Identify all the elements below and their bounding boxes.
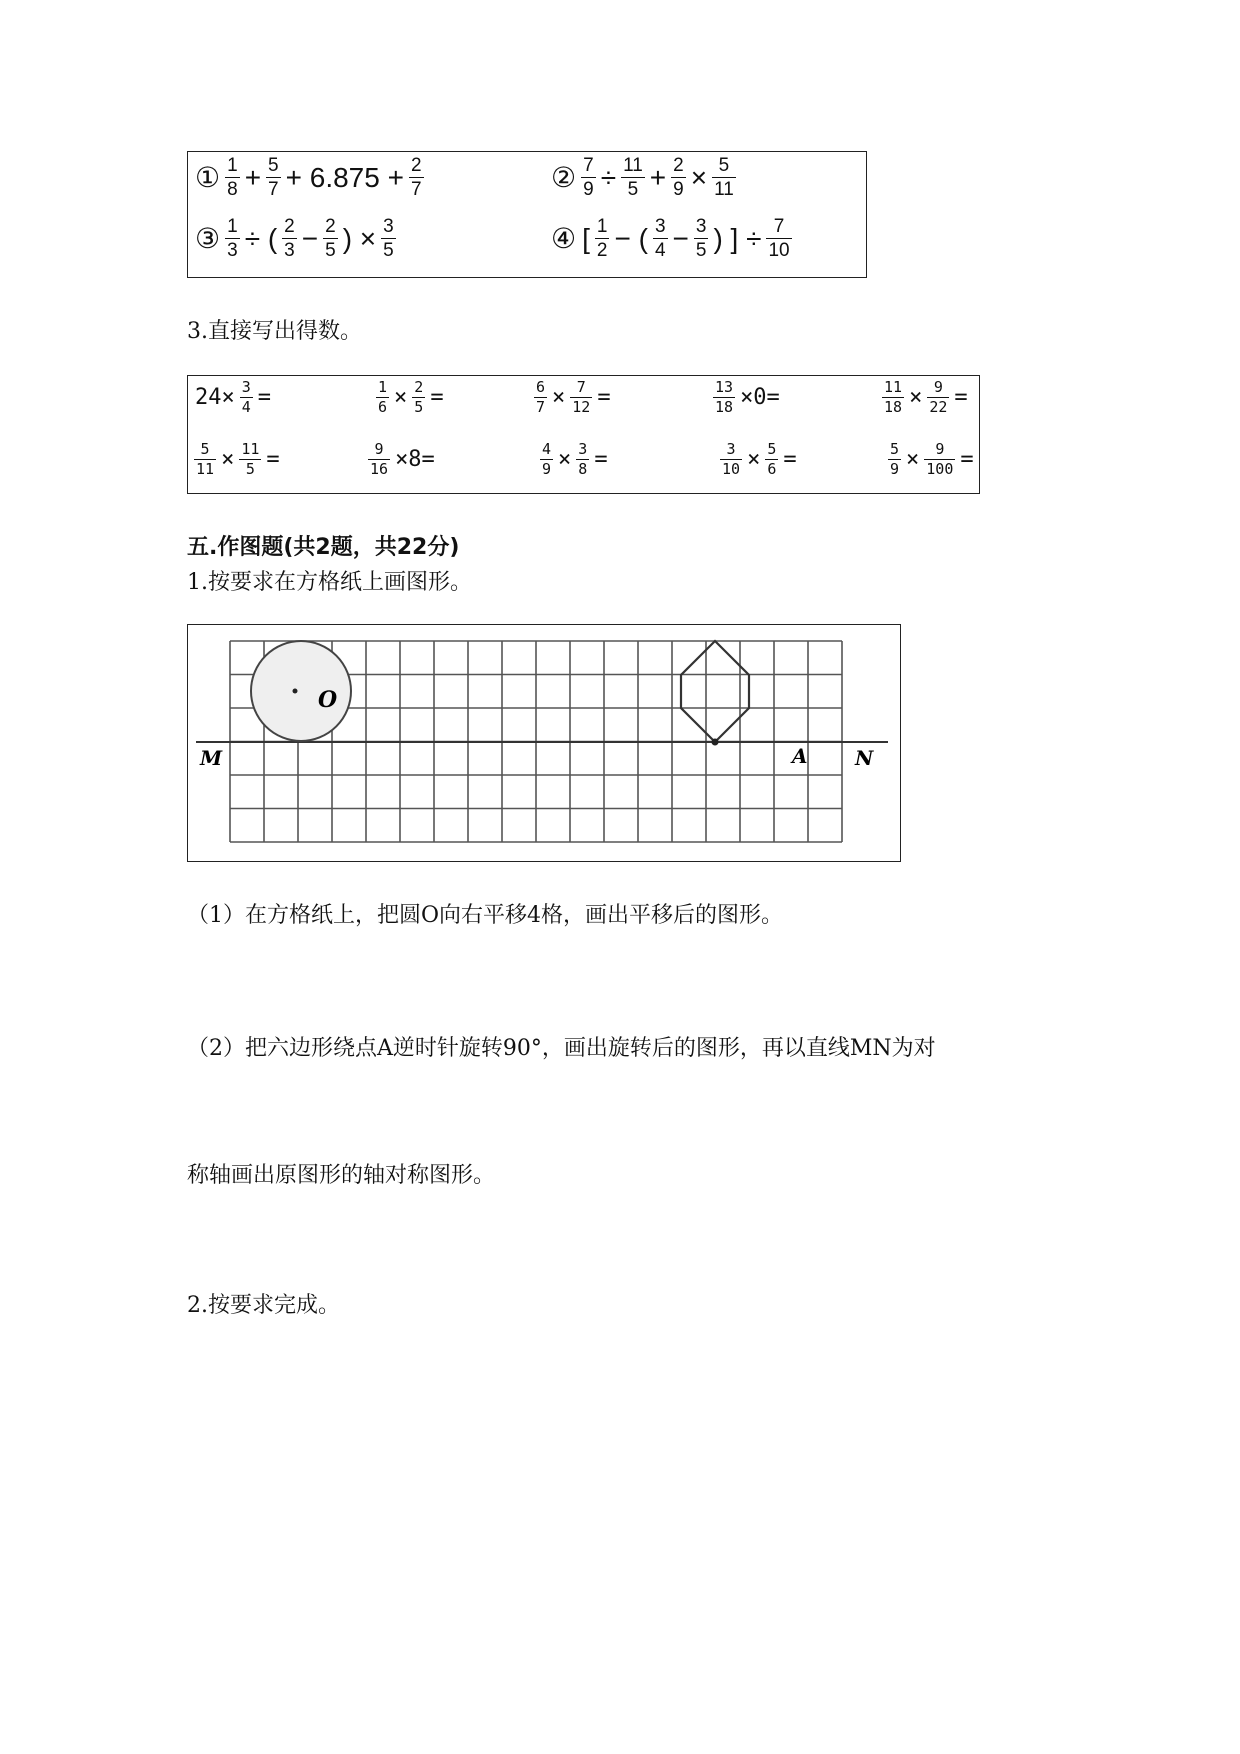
direct-expr-7 [366, 442, 438, 477]
numerator: 11 [884, 378, 903, 396]
operator: [ [582, 222, 590, 254]
numerator: 4 [542, 440, 552, 458]
operator: + 6.875 + [285, 161, 404, 193]
fraction [368, 442, 390, 477]
fraction [713, 380, 735, 415]
expr-label: ① [195, 162, 221, 193]
denominator: 6 [378, 398, 388, 416]
denominator: 4 [241, 398, 251, 416]
direct-expr-3 [532, 380, 614, 415]
operator: = [257, 385, 272, 410]
numerator: 3 [383, 216, 394, 237]
numerator: 2 [414, 378, 424, 396]
operator: × [909, 385, 923, 410]
fraction [282, 217, 297, 260]
fraction [653, 217, 668, 260]
numerator: 3 [654, 216, 666, 237]
operator: × [747, 447, 761, 472]
fraction [409, 156, 424, 199]
point-a [712, 739, 719, 746]
denominator: 5 [383, 240, 394, 261]
denominator: 7 [268, 179, 279, 200]
operator: 24× [195, 385, 235, 410]
q2-title: 2.按要求完成。 [187, 1293, 340, 1318]
numerator: 2 [673, 155, 684, 176]
denominator: 5 [627, 179, 639, 200]
section-5-heading: 五.作图题(共2题，共22分) [187, 535, 460, 560]
fraction [581, 156, 596, 199]
hexagon [681, 641, 749, 742]
denominator: 10 [768, 240, 790, 261]
direct-expr-10 [886, 442, 977, 477]
grid-svg [188, 625, 899, 860]
expr-label: ③ [195, 223, 221, 254]
fraction [540, 442, 553, 477]
fraction [595, 217, 610, 260]
fraction [323, 217, 338, 260]
operator: × [552, 385, 566, 410]
expr-3 [192, 217, 398, 260]
denominator: 6 [767, 460, 777, 478]
operator: ×8= [395, 447, 435, 472]
operator: ÷ ( [244, 222, 278, 254]
denominator: 11 [196, 460, 215, 478]
fraction [534, 380, 547, 415]
q1-part2-line1: （2）把六边形绕点A逆时针旋转90°，画出旋转后的图形，再以直线MN为对 [187, 1036, 936, 1061]
operator: = [597, 385, 611, 410]
denominator: 9 [890, 460, 900, 478]
q1-title: 1.按要求在方格纸上画图形。 [187, 570, 472, 595]
operator: ×0= [740, 385, 780, 410]
fraction [621, 156, 645, 199]
numerator: 2 [325, 216, 336, 237]
operator: ) ] ÷ [713, 222, 762, 254]
numerator: 5 [890, 440, 900, 458]
operator: = [783, 447, 797, 472]
direct-expr-5 [880, 380, 971, 415]
label-n: N [855, 746, 874, 770]
expr-label: ② [551, 162, 577, 193]
numerator: 9 [927, 380, 949, 398]
q1-part1: （1）在方格纸上，把圆O向右平移4格，画出平移后的图形。 [187, 903, 784, 928]
expr-1 [192, 156, 426, 199]
calculation-box [187, 151, 867, 278]
numerator: 6 [536, 378, 546, 396]
q1-part2-line2: 称轴画出原图形的轴对称图形。 [187, 1163, 496, 1188]
fraction [239, 442, 261, 477]
denominator: 12 [572, 398, 591, 416]
numerator: 7 [570, 380, 592, 398]
numerator: 11 [241, 440, 260, 458]
numerator: 3 [241, 378, 251, 396]
direct-expr-6 [192, 442, 283, 477]
denominator: 7 [536, 398, 546, 416]
fraction [766, 217, 791, 260]
denominator: 22 [929, 398, 948, 416]
label-m: M [200, 746, 223, 770]
section-3-title: 3.直接写出得数。 [187, 319, 362, 344]
fraction [712, 156, 736, 199]
numerator: 7 [766, 217, 791, 239]
operator: = [266, 447, 280, 472]
direct-expr-1 [192, 380, 274, 415]
operator: × [690, 161, 708, 193]
numerator: 9 [924, 442, 955, 460]
denominator: 3 [227, 240, 238, 261]
operator: × [558, 447, 572, 472]
denominator: 16 [370, 460, 389, 478]
denominator: 8 [227, 179, 238, 200]
fraction [576, 442, 589, 477]
direct-answer-box [187, 375, 980, 494]
numerator: 13 [715, 378, 734, 396]
denominator: 11 [714, 179, 734, 200]
denominator: 5 [325, 240, 336, 261]
numerator: 1 [227, 216, 238, 237]
fraction [720, 442, 742, 477]
numerator: 9 [368, 442, 390, 460]
numerator: 7 [583, 155, 594, 176]
fraction [924, 442, 955, 477]
numerator: 1 [596, 216, 608, 237]
expr-4 [548, 217, 794, 260]
fraction [927, 380, 949, 415]
numerator: 2 [410, 155, 422, 176]
fraction [240, 380, 253, 415]
fraction [225, 217, 240, 260]
denominator: 3 [284, 240, 295, 261]
denominator: 18 [884, 398, 903, 416]
denominator: 5 [414, 398, 424, 416]
numerator: 5 [767, 440, 777, 458]
grid-figure [187, 624, 901, 862]
operator: = [594, 447, 608, 472]
expr-label: ④ [551, 223, 577, 254]
fraction [671, 156, 686, 199]
direct-expr-2 [374, 380, 447, 415]
operator: − [672, 222, 689, 254]
operator: − ( [614, 222, 648, 254]
fraction [570, 380, 592, 415]
denominator: 8 [578, 460, 588, 478]
operator: ÷ [600, 161, 617, 193]
operator: + [649, 161, 667, 193]
denominator: 5 [695, 240, 707, 261]
fraction [412, 380, 425, 415]
numerator: 11 [623, 155, 643, 176]
direct-expr-8 [538, 442, 611, 477]
denominator: 4 [654, 240, 666, 261]
operator: × [394, 385, 408, 410]
fraction [225, 156, 240, 199]
operator: × [221, 447, 235, 472]
denominator: 9 [673, 179, 684, 200]
direct-expr-9 [718, 442, 800, 477]
denominator: 9 [542, 460, 552, 478]
fraction [888, 442, 901, 477]
operator: + [244, 161, 262, 193]
denominator: 100 [926, 460, 954, 478]
operator: ) × [342, 222, 377, 254]
numerator: 1 [227, 155, 238, 176]
numerator: 3 [695, 216, 707, 237]
numerator: 5 [712, 156, 736, 178]
label-a: A [792, 744, 808, 768]
denominator: 10 [722, 460, 741, 478]
operator: × [906, 447, 920, 472]
expr-2 [548, 156, 738, 199]
numerator: 5 [268, 155, 279, 176]
operator: = [430, 385, 444, 410]
numerator: 1 [378, 378, 388, 396]
numerator: 3 [720, 442, 742, 460]
fraction [266, 156, 281, 199]
denominator: 2 [596, 240, 608, 261]
numerator: 2 [284, 216, 295, 237]
operator: − [301, 222, 319, 254]
fraction [194, 442, 216, 477]
fraction [376, 380, 389, 415]
denominator: 5 [245, 460, 255, 478]
fraction [381, 217, 396, 260]
direct-expr-4 [711, 380, 783, 415]
circle-center [293, 689, 298, 694]
label-o: O [318, 687, 338, 713]
fraction [882, 380, 904, 415]
operator: = [960, 447, 974, 472]
denominator: 7 [410, 179, 422, 200]
fraction [765, 442, 778, 477]
fraction [694, 217, 709, 260]
numerator: 3 [578, 440, 588, 458]
numerator: 5 [194, 442, 216, 460]
denominator: 18 [715, 398, 734, 416]
denominator: 9 [583, 179, 594, 200]
operator: = [954, 385, 968, 410]
